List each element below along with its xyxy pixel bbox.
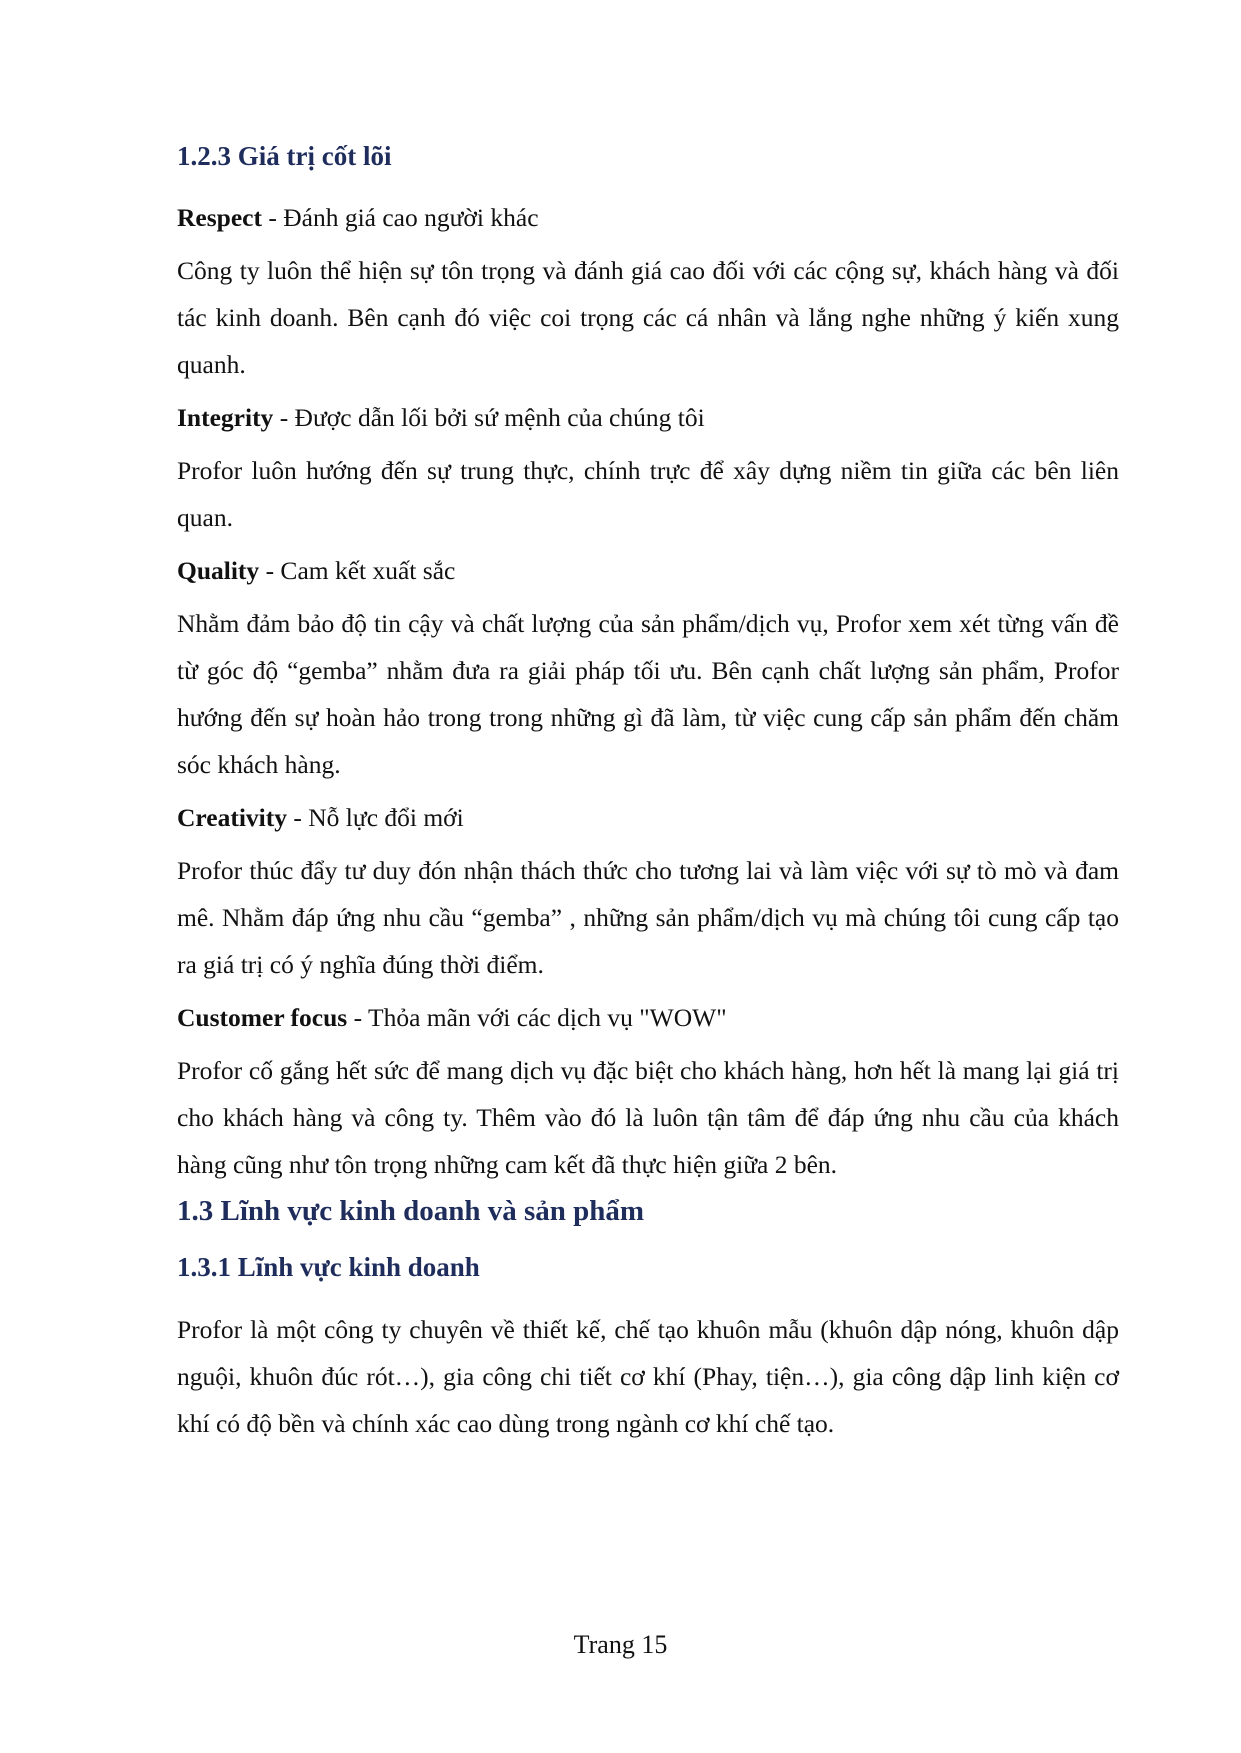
value-term-customer-focus — [177, 994, 1119, 1041]
value-term-key: Quality — [177, 556, 260, 586]
value-term-key: Creativity — [177, 803, 287, 833]
value-paragraph-respect: Công ty luôn thể hiện sự tôn trọng và đánh giá cao đối với các cộng sự, khách hàng và đối tác kinh doanh. Bên cạnh đó việc coi trọng các cá nhân và lắng nghe những ý kiến xung quanh. — [177, 256, 1119, 380]
value-term-label: - Cam kết xuất sắc — [259, 556, 456, 586]
value-term-key: Integrity — [177, 403, 274, 433]
section-heading-1-3: 1.3 Lĩnh vực kinh doanh và sản phẩm — [177, 1195, 645, 1228]
value-paragraph-quality: Nhằm đảm bảo độ tin cậy và chất lượng của sản phẩm/dịch vụ, Profor xem xét từng vấn đề từ góc độ “gemba” nhằm đưa ra giải pháp tối ưu. Bên cạnh chất lượng sản phẩm, Profor hướng đến sự hoàn hảo trong trong những gì đã làm, từ việc cung cấp sản phẩm đến chăm sóc khách hàng. — [177, 609, 1119, 780]
section-heading-1-3-1: 1.3.1 Lĩnh vực kinh doanh — [177, 1252, 480, 1283]
value-paragraph-integrity: Profor luôn hướng đến sự trung thực, chính trực để xây dựng niềm tin giữa các bên liên quan. — [177, 456, 1119, 533]
value-term-label: - Được dẫn lối bởi sứ mệnh của chúng tôi — [273, 403, 705, 433]
value-term-key: Customer focus — [177, 1003, 348, 1033]
value-term-label: - Thỏa mãn với các dịch vụ "WOW" — [347, 1003, 727, 1033]
document-page — [177, 140, 1119, 1453]
value-term-label: - Nỗ lực đổi mới — [287, 803, 464, 833]
value-term-label: - Đánh giá cao người khác — [261, 203, 539, 233]
paragraph-business-field: Profor là một công ty chuyên về thiết kế, chế tạo khuôn mẫu (khuôn dập nóng, khuôn dập nguội, khuôn đúc rót…), gia công chi tiết cơ khí (Phay, tiện…), gia công dập linh kiện cơ khí có độ bền và chính xác cao dùng trong ngành cơ khí chế tạo. — [177, 1314, 1119, 1438]
value-paragraph-creativity: Profor thúc đẩy tư duy đón nhận thách thức cho tương lai và làm việc với sự tò mò và đam mê. Nhằm đáp ứng nhu cầu “gemba” , những sản phẩm/dịch vụ mà chúng tôi cung cấp tạo ra giá trị có ý nghĩa đúng thời điểm. — [177, 856, 1119, 980]
section-heading-1-2-3: 1.2.3 Giá trị cốt lõi — [177, 141, 392, 171]
value-term-respect — [177, 194, 1119, 241]
page-number: Trang 15 — [573, 1630, 668, 1659]
value-term-key: Respect — [177, 203, 262, 233]
value-term-quality — [177, 547, 1119, 594]
value-term-integrity — [177, 394, 1119, 441]
value-paragraph-customer-focus: Profor cố gắng hết sức để mang dịch vụ đặc biệt cho khách hàng, hơn hết là mang lại giá trị cho khách hàng và công ty. Thêm vào đó là luôn tận tâm để đáp ứng nhu cầu của khách hàng cũng như tôn trọng những cam kết đã thực hiện giữa 2 bên. — [177, 1056, 1119, 1180]
value-term-creativity — [177, 794, 1119, 841]
